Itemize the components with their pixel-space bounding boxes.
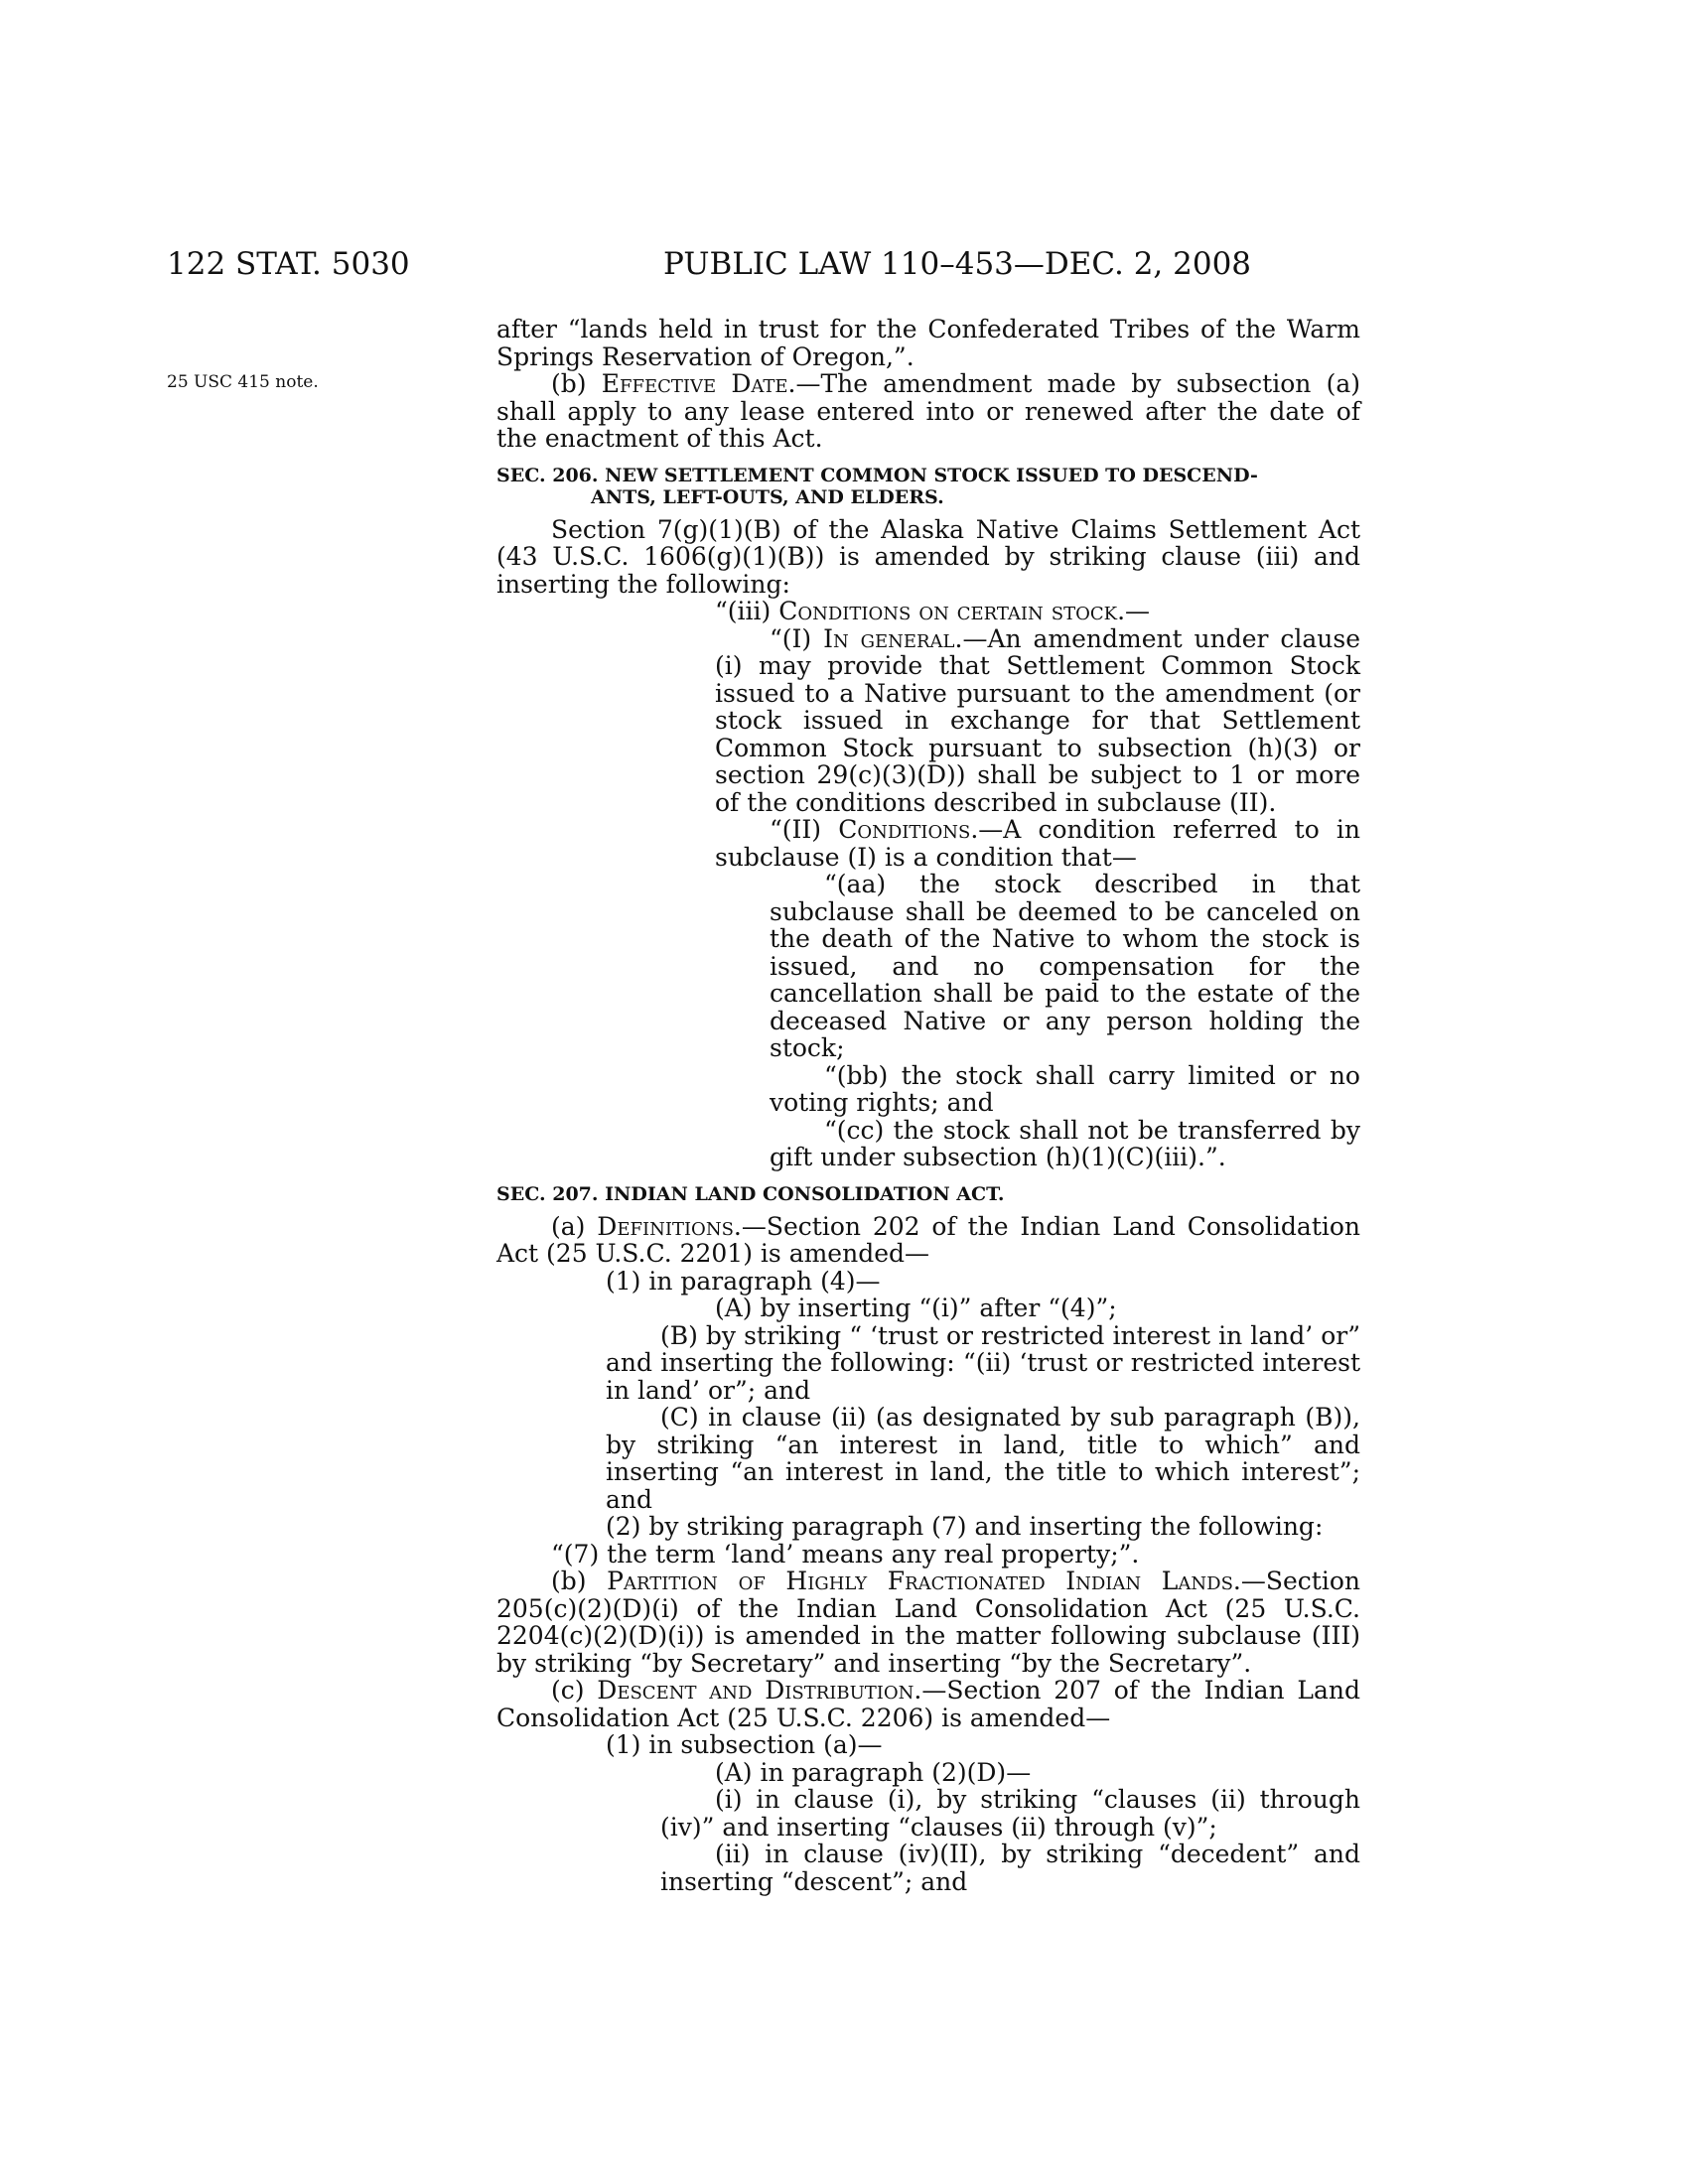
document-body: [496, 316, 1360, 1895]
paragraph: after “lands held in trust for the Confederated Tribes of the Warm Springs Reservation of Oregon,”.: [496, 315, 1360, 371]
subclause-I: [496, 625, 1360, 817]
item-cc: “(cc) the stock shall not be transferred by gift under subsection (h)(1)(C)(iii).”.: [770, 1115, 1360, 1171]
label: (c): [551, 1676, 598, 1705]
clause-c1Aii: (ii) in clause (iv)(II), by striking “decedent” and inserting “descent”; and: [660, 1840, 1360, 1896]
caption: Effective Date: [601, 369, 788, 398]
section-206-heading: [496, 465, 1360, 508]
label: “(I): [770, 623, 824, 653]
text: .—A condition referred to in subclause (I) is a condition that—: [715, 815, 1360, 872]
section-207-heading: SEC. 207. INDIAN LAND CONSOLIDATION ACT.: [496, 1182, 1005, 1205]
caption: Descent and Distribution: [597, 1676, 914, 1705]
item-bb: “(bb) the stock shall carry limited or no voting rights; and: [770, 1060, 1360, 1117]
label: (b): [551, 1567, 608, 1595]
paragraph-a2: (2) by striking paragraph (7) and inserting the following:: [606, 1512, 1324, 1541]
clause-iii: [496, 598, 1360, 625]
paragraph-a2-quote: “(7) the term ‘land’ means any real property;”.: [551, 1539, 1140, 1569]
caption: In general: [823, 623, 955, 653]
caption: Partition of Highly Fractionated Indian Lands: [607, 1567, 1233, 1595]
subparagraph-a1A: (A) by inserting “(i)” after “(4)”;: [715, 1294, 1117, 1322]
caption: Conditions on certain stock: [778, 597, 1118, 625]
subsection-a-definitions: [496, 1213, 1360, 1268]
heading-line-2: ANTS, LEFT-OUTS, AND ELDERS.: [591, 485, 944, 508]
text: .—Section 205(c)(2)(D)(i) of the Indian Land Consolidation Act (25 U.S.C. 2204(c)(2)(D)(i)) is amended in the matter following subclause (III) by striking “by Secretary” and inserting “by the Secretary”.: [496, 1567, 1360, 1678]
subsection-c-descent: [496, 1677, 1360, 1731]
subparagraph-a1C: (C) in clause (ii) (as designated by sub paragraph (B)), by striking “an interest in land, title to which” and inserting “an interest in land, the title to which interest”; and: [606, 1403, 1360, 1514]
label: “(II): [770, 815, 839, 844]
caption: Definitions: [597, 1211, 734, 1241]
subsection-b-effective-date: [496, 370, 1360, 453]
margin-note: 25 USC 415 note.: [167, 372, 319, 392]
label: (a): [551, 1211, 598, 1241]
subparagraph-a1B: (B) by striking “ ‘trust or restricted interest in land’ or” and inserting the following: “(ii) ‘trust or restricted interest in land’ or”; and: [606, 1320, 1360, 1405]
label: (b): [551, 369, 602, 398]
public-law-title: PUBLIC LAW 110–453—DEC. 2, 2008: [663, 246, 1252, 282]
paragraph-c1: (1) in subsection (a)—: [606, 1730, 883, 1759]
text: .—The amendment made by subsection (a) shall apply to any lease entered into or renewed after the date of the enactment of this Act.: [496, 369, 1360, 453]
section-206-text: Section 7(g)(1)(B) of the Alaska Native Claims Settlement Act (43 U.S.C. 1606(g)(1)(B)) is amended by striking clause (iii) and inserting the following:: [496, 514, 1360, 599]
subparagraph-c1A: (A) in paragraph (2)(D)—: [715, 1757, 1032, 1787]
page-header: [167, 246, 1252, 286]
paragraph-a1: (1) in paragraph (4)—: [606, 1266, 881, 1296]
text: .—Section 207 of the Indian Land Consolidation Act (25 U.S.C. 2206) is amended—: [496, 1676, 1360, 1732]
heading-line-1: SEC. 206. NEW SETTLEMENT COMMON STOCK ISSUED TO DESCEND-: [496, 464, 1258, 486]
subsection-b-partition: [496, 1568, 1360, 1677]
subclause-II: [496, 816, 1360, 871]
text: .—Section 202 of the Indian Land Consolidation Act (25 U.S.C. 2201) is amended—: [496, 1211, 1361, 1268]
label: “(iii): [715, 597, 779, 625]
statute-page-number: 122 STAT. 5030: [167, 246, 410, 282]
dash: .—: [1117, 597, 1151, 625]
caption: Conditions: [838, 815, 971, 844]
item-aa: “(aa) the stock described in that subclause shall be deemed to be canceled on the death of the Native to whom the stock is issued, and no compensation for the cancellation shall be paid to the estate of the deceased Native or any person holding the stock;: [770, 870, 1360, 1062]
text: .—An amendment under clause (i) may provide that Settlement Common Stock issued to a Native pursuant to the amendment (or stock issued in exchange for that Settlement Common Stock pursuant to subsection (h)(3) or section 29(c)(3)(D)) shall be subject to 1 or more of the conditions described in subclause (II).: [715, 623, 1360, 817]
clause-c1Ai: (i) in clause (i), by striking “clauses (ii) through (iv)” and inserting “clauses (ii) through (v)”;: [660, 1785, 1360, 1842]
